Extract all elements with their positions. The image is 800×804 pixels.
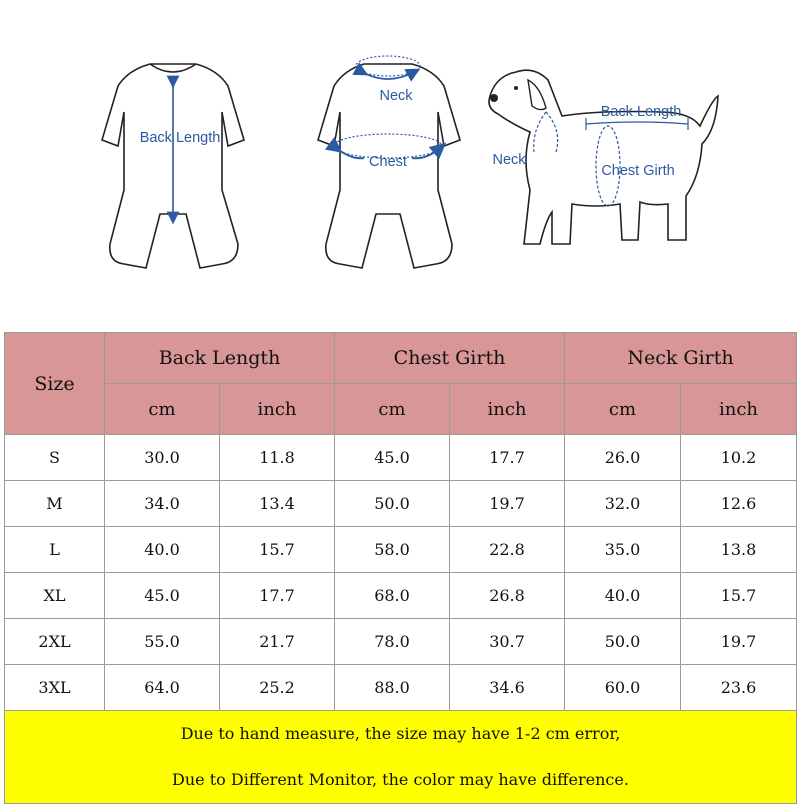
garment-back-view xyxy=(102,64,244,268)
table-row xyxy=(5,481,797,527)
value-cell: 23.6 xyxy=(681,665,797,711)
value-cell: 15.7 xyxy=(681,573,797,619)
table-row xyxy=(5,665,797,711)
value-cell: 12.6 xyxy=(681,481,797,527)
size-chart-table xyxy=(4,332,797,804)
size-cell: M xyxy=(5,481,105,527)
value-cell: 78.0 xyxy=(335,619,450,665)
value-cell: 45.0 xyxy=(105,573,220,619)
note-row xyxy=(5,711,797,804)
value-cell: 30.0 xyxy=(105,435,220,481)
table-row xyxy=(5,573,797,619)
value-cell: 45.0 xyxy=(335,435,450,481)
size-cell: L xyxy=(5,527,105,573)
value-cell: 34.0 xyxy=(105,481,220,527)
table-row xyxy=(5,435,797,481)
size-cell: 2XL xyxy=(5,619,105,665)
value-cell: 30.7 xyxy=(450,619,565,665)
value-cell: 40.0 xyxy=(105,527,220,573)
value-cell: 40.0 xyxy=(565,573,681,619)
value-cell: 35.0 xyxy=(565,527,681,573)
note-line-1: Due to hand measure, the size may have 1-2 cm error, xyxy=(180,724,621,743)
garment-front-view xyxy=(318,56,460,268)
table-row xyxy=(5,619,797,665)
size-cell: S xyxy=(5,435,105,481)
value-cell: 50.0 xyxy=(565,619,681,665)
value-cell: 13.8 xyxy=(681,527,797,573)
value-cell: 25.2 xyxy=(220,665,335,711)
unit-header: cm xyxy=(335,384,450,435)
value-cell: 50.0 xyxy=(335,481,450,527)
value-cell: 19.7 xyxy=(681,619,797,665)
value-cell: 19.7 xyxy=(450,481,565,527)
header-row-units xyxy=(5,384,797,435)
chest-label: Chest xyxy=(369,154,407,170)
note-line-2: Due to Different Monitor, the color may have difference. xyxy=(172,770,629,789)
value-cell: 64.0 xyxy=(105,665,220,711)
dog-figure xyxy=(489,70,718,244)
neck-label: Neck xyxy=(379,88,413,104)
dog-neck-label: Neck xyxy=(492,152,526,168)
dog-chest-girth-label: Chest Girth xyxy=(601,163,675,179)
size-rows xyxy=(5,435,797,711)
back-length-label: Back Length xyxy=(139,130,221,146)
unit-header: cm xyxy=(565,384,681,435)
value-cell: 21.7 xyxy=(220,619,335,665)
table-row xyxy=(5,527,797,573)
value-cell: 32.0 xyxy=(565,481,681,527)
header-row-groups xyxy=(5,333,797,384)
unit-header: inch xyxy=(450,384,565,435)
unit-header: inch xyxy=(681,384,797,435)
value-cell: 11.8 xyxy=(220,435,335,481)
unit-header: inch xyxy=(220,384,335,435)
group-header-chest-girth: Chest Girth xyxy=(335,333,565,384)
value-cell: 17.7 xyxy=(220,573,335,619)
value-cell: 26.0 xyxy=(565,435,681,481)
value-cell: 58.0 xyxy=(335,527,450,573)
value-cell: 88.0 xyxy=(335,665,450,711)
value-cell: 60.0 xyxy=(565,665,681,711)
size-header: Size xyxy=(5,333,105,435)
value-cell: 17.7 xyxy=(450,435,565,481)
note-cell xyxy=(5,711,797,804)
group-header-back-length: Back Length xyxy=(105,333,335,384)
value-cell: 22.8 xyxy=(450,527,565,573)
size-cell: XL xyxy=(5,573,105,619)
group-header-neck-girth: Neck Girth xyxy=(565,333,797,384)
size-cell: 3XL xyxy=(5,665,105,711)
value-cell: 13.4 xyxy=(220,481,335,527)
dog-back-length-label: Back Length xyxy=(600,104,682,120)
value-cell: 55.0 xyxy=(105,619,220,665)
value-cell: 26.8 xyxy=(450,573,565,619)
value-cell: 68.0 xyxy=(335,573,450,619)
unit-header: cm xyxy=(105,384,220,435)
value-cell: 34.6 xyxy=(450,665,565,711)
measurement-diagrams xyxy=(0,0,800,300)
value-cell: 10.2 xyxy=(681,435,797,481)
value-cell: 15.7 xyxy=(220,527,335,573)
